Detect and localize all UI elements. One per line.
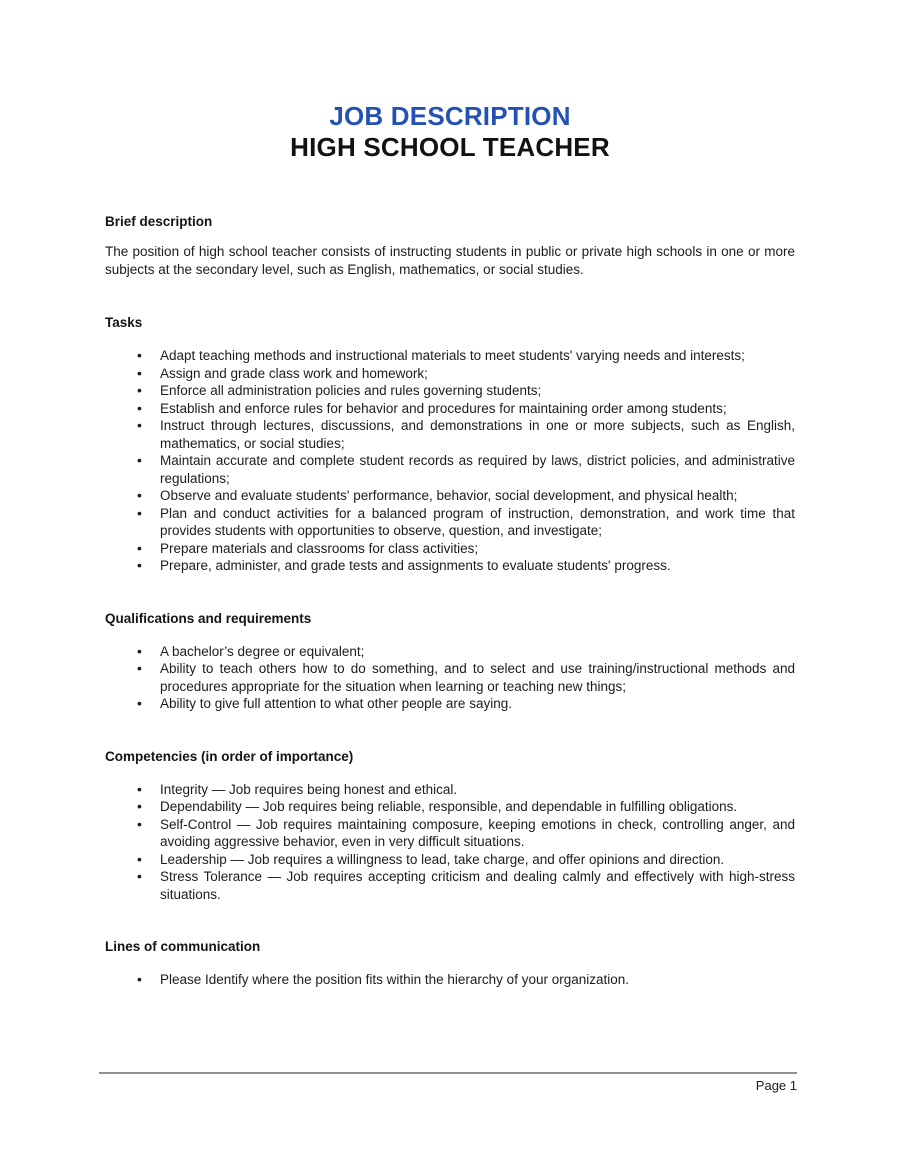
document-title: JOB DESCRIPTION xyxy=(329,101,571,131)
qualifications-bullet-list xyxy=(105,643,795,713)
section-lines-of-communication xyxy=(105,938,795,989)
competencies-bullet-list xyxy=(105,781,795,904)
bullet-item: • Instruct through lectures, discussions, and demonstrations in one or more subjects, such as English, mathematics, or social studies; xyxy=(105,417,795,452)
section-qualifications xyxy=(105,610,795,713)
bullet-item: • Leadership — Job requires a willingness to lead, take charge, and offer opinions and direction. xyxy=(105,851,795,869)
page-number: Page 1 xyxy=(755,1078,797,1093)
section-brief-description xyxy=(105,213,795,279)
bullet-item: • Ability to teach others how to do something, and to select and use training/instructional methods and procedures appropriate for the situation when learning or teaching new things; xyxy=(105,660,795,695)
bullet-item: • A bachelor’s degree or equivalent; xyxy=(105,643,795,661)
section-tasks xyxy=(105,314,795,575)
communication-bullet-list xyxy=(105,971,795,989)
tasks-bullet-list xyxy=(105,347,795,575)
bullet-item: • Enforce all administration policies and rules governing students; xyxy=(105,382,795,400)
section-competencies xyxy=(105,748,795,904)
bullet-item: • Integrity — Job requires being honest and ethical. xyxy=(105,781,795,799)
bullet-item: • Prepare materials and classrooms for class activities; xyxy=(105,540,795,558)
bullet-item: • Stress Tolerance — Job requires accepting criticism and dealing calmly and effectively with high-stress situations. xyxy=(105,868,795,903)
brief-description-paragraph: The position of high school teacher consists of instructing students in public or private high schools in one or more subjects at the secondary level, such as English, mathematics, or social studies. xyxy=(105,244,795,277)
bullet-item: • Observe and evaluate students' performance, behavior, social development, and physical health; xyxy=(105,487,795,505)
bullet-item: • Plan and conduct activities for a balanced program of instruction, demonstration, and work time that provides students with opportunities to observe, question, and investigate; xyxy=(105,505,795,540)
bullet-item: • Self-Control — Job requires maintaining composure, keeping emotions in check, controlling anger, and avoiding aggressive behavior, even in very difficult situations. xyxy=(105,816,795,851)
bullet-item: • Please Identify where the position fits within the hierarchy of your organization. xyxy=(105,971,795,989)
document-subtitle: HIGH SCHOOL TEACHER xyxy=(290,132,610,162)
bullet-item: • Assign and grade class work and homework; xyxy=(105,365,795,383)
bullet-item: • Establish and enforce rules for behavior and procedures for maintaining order among students; xyxy=(105,400,795,418)
bullet-item: • Prepare, administer, and grade tests and assignments to evaluate students' progress. xyxy=(105,557,795,575)
bullet-item: • Dependability — Job requires being reliable, responsible, and dependable in fulfilling obligations. xyxy=(105,798,795,816)
section-heading-lines-of-communication: Lines of communication xyxy=(105,939,261,954)
section-heading-brief-description: Brief description xyxy=(105,214,213,229)
page-footer xyxy=(99,1072,797,1093)
bullet-item: • Ability to give full attention to what other people are saying. xyxy=(105,695,795,713)
bullet-item: • Maintain accurate and complete student records as required by laws, district policies, and administrative regulations; xyxy=(105,452,795,487)
document-title-block xyxy=(105,0,795,163)
section-heading-competencies: Competencies (in order of importance) xyxy=(105,748,354,764)
section-heading-qualifications: Qualifications and requirements xyxy=(105,610,312,626)
section-heading-tasks: Tasks xyxy=(105,315,143,330)
bullet-item: • Adapt teaching methods and instructional materials to meet students' varying needs and interests; xyxy=(105,347,795,365)
